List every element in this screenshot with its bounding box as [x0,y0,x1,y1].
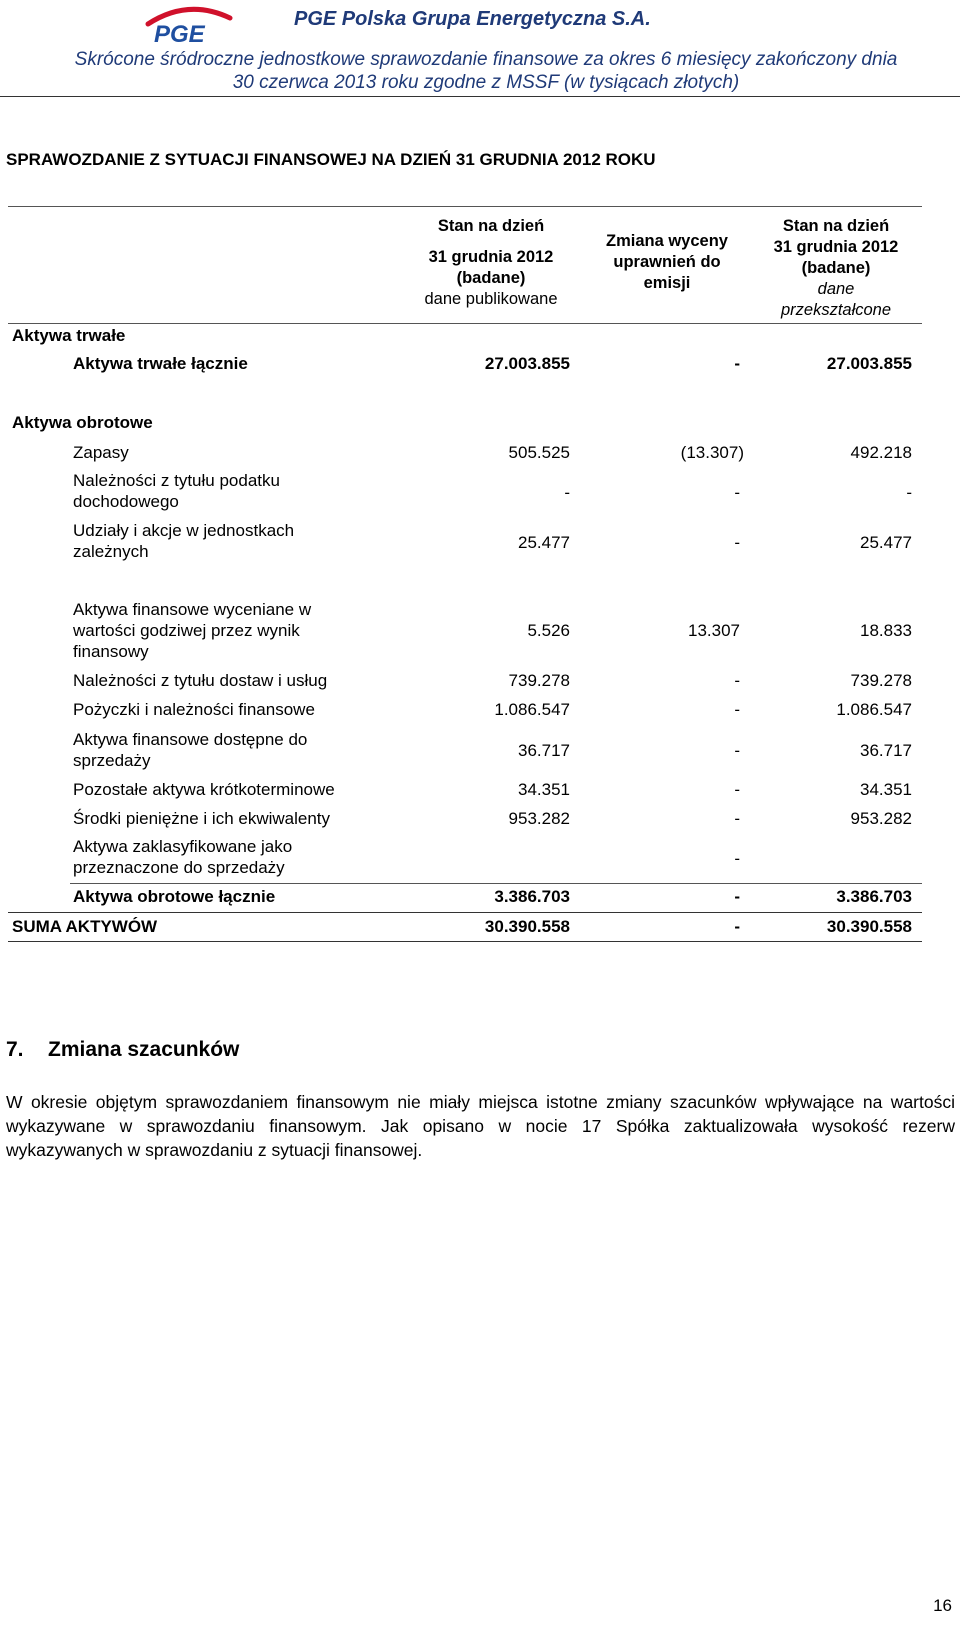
row-label: SUMA AKTYWÓW [12,917,158,936]
cell-value: 18.833 [860,621,912,640]
cell-value: 34.351 [860,780,912,799]
row-label: Aktywa finansowe wyceniane w [73,600,312,619]
col3-line2: 31 grudnia 2012 [773,238,899,256]
cell-value: - [734,917,740,936]
col1-line2: 31 grudnia 2012 [428,248,554,266]
header-bottom-rule [8,323,922,324]
col3-line4: dane [817,280,855,298]
cell-value: 739.278 [508,671,570,690]
row-label: Aktywa trwałe łącznie [73,354,248,373]
cell-value: - [734,887,740,906]
header-subtitle-line2: 30 czerwca 2013 roku zgodne z MSSF (w tysiącach złotych) [232,72,740,93]
cell-value: - [734,809,740,828]
total-top-rule [8,912,922,913]
section-label-fixed-assets: Aktywa trwałe [12,326,126,345]
col3-line5: przekształcone [780,301,892,319]
cell-value: - [734,533,740,552]
table-top-rule [8,206,922,207]
col3-line1: Stan na dzień [782,217,890,235]
page-number: 16 [933,1596,952,1615]
row-label: Należności z tytułu podatku [73,471,280,490]
col3-line3: (badane) [801,259,871,277]
cell-value: 505.525 [508,443,570,462]
cell-value: 492.218 [850,443,912,462]
cell-value: 1.086.547 [836,700,912,719]
row-label: finansowy [73,642,149,661]
col1-line1: Stan na dzień [437,217,545,235]
subtotal-rule [70,883,922,884]
col2-line2: uprawnień do [613,253,721,271]
row-label: Udziały i akcje w jednostkach [73,521,295,540]
row-label: Środki pieniężne i ich ekwiwalenty [73,809,331,828]
row-label: Należności z tytułu dostaw i usług [73,671,328,690]
cell-value: 36.717 [518,741,570,760]
cell-value: 953.282 [508,809,570,828]
cell-value: 3.386.703 [836,887,912,906]
cell-value: - [734,671,740,690]
row-label: zależnych [73,542,149,561]
cell-value: 25.477 [518,533,570,552]
cell-value: 25.477 [860,533,912,552]
row-label: Aktywa finansowe dostępne do [73,730,308,749]
row-label: dochodowego [73,492,179,511]
cell-value: - [734,780,740,799]
column-header-published [408,216,574,310]
cell-value: - [734,741,740,760]
cell-value: - [906,483,912,502]
cell-value: (13.307) [680,443,744,462]
cell-value: 5.526 [527,621,570,640]
header-company: PGE Polska Grupa Energetyczna S.A. [294,8,651,30]
section-title: Zmiana szacunków [48,1038,240,1061]
cell-value: 27.003.855 [826,354,912,373]
row-label: Pożyczki i należności finansowe [73,700,315,719]
row-label: sprzedaży [73,751,151,770]
column-header-change [588,231,746,294]
col2-line1: Zmiana wyceny [606,232,728,250]
cell-value: 30.390.558 [826,917,912,936]
cell-value: - [564,483,570,502]
cell-value: - [734,483,740,502]
cell-value: - [734,354,740,373]
cell-value: 953.282 [850,809,912,828]
cell-value: 30.390.558 [484,917,570,936]
col2-line3: emisji [643,274,691,292]
cell-value: 3.386.703 [494,887,570,906]
row-label: przeznaczone do sprzedaży [73,858,285,877]
total-bottom-rule [8,941,922,942]
column-header-restated [756,216,916,321]
section-heading [6,1038,239,1062]
cell-value: 739.278 [850,671,912,690]
col1-line3: (badane) [456,269,526,287]
cell-value: 13.307 [688,621,740,640]
cell-value: 1.086.547 [494,700,570,719]
cell-value: 27.003.855 [484,354,570,373]
section-paragraph: W okresie objętym sprawozdaniem finansowym nie miały miejsca istotne zmiany szacunków wpływające na wartości wykazywane w sprawozdaniu finansowym. Jak opisano w nocie 17 Spółka zaktualizowała wysokość rezerw wykazywanych w sprawozdaniu z sytuacji finansowej. [6,1092,955,1160]
cell-value: 36.717 [860,741,912,760]
header-subtitle-line1: Skrócone śródroczne jednostkowe sprawozdanie finansowe za okres 6 miesięcy zakończony dnia [74,49,898,70]
cell-value: - [734,849,740,868]
row-label: Aktywa zaklasyfikowane jako [73,837,293,856]
row-label: Pozostałe aktywa krótkoterminowe [73,780,335,799]
row-label: Zapasy [73,443,129,462]
statement-title: SPRAWOZDANIE Z SYTUACJI FINANSOWEJ NA DZIEŃ 31 GRUDNIA 2012 ROKU [6,150,656,169]
logo-text: PGE [154,21,205,46]
row-label: Aktywa obrotowe łącznie [73,887,276,906]
row-label: wartości godziwej przez wynik [73,621,300,640]
cell-value: - [734,700,740,719]
col1-line4: dane publikowane [424,290,558,308]
section-number: 7. [6,1038,24,1061]
section-label-current-assets: Aktywa obrotowe [12,413,153,432]
cell-value: 34.351 [518,780,570,799]
